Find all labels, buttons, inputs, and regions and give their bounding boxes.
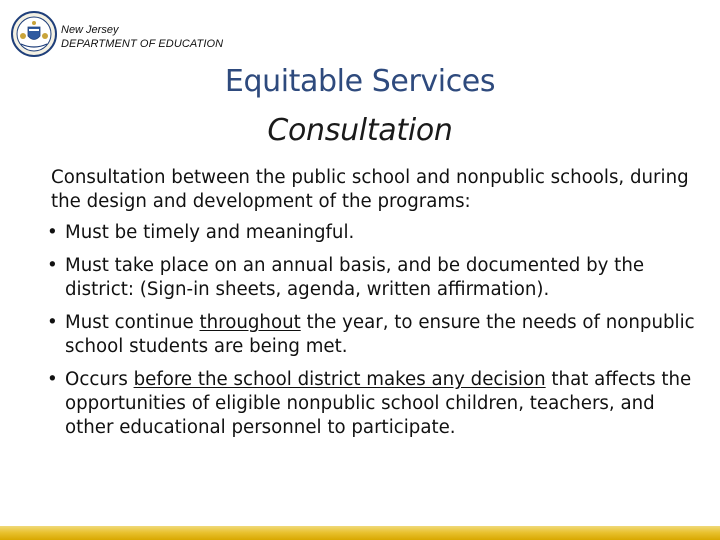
bullet-item <box>47 221 697 245</box>
bullet-glyph: • <box>47 312 58 333</box>
state-name: New Jersey <box>61 24 119 36</box>
nj-state-seal-icon <box>11 11 57 57</box>
bullet-text-post: the year, to ensure the needs of nonpublic school students are being met. <box>65 312 695 357</box>
slide-title <box>0 64 720 99</box>
bullet-item <box>47 254 697 302</box>
bullet-list <box>47 221 697 440</box>
bullet-glyph: • <box>47 222 58 243</box>
slide-body <box>47 166 697 449</box>
bullet-text-underlined: throughout <box>199 312 301 333</box>
bullet-text-pre: Occurs <box>65 369 134 390</box>
bullet-item <box>47 311 697 359</box>
department-name: DEPARTMENT OF EDUCATION <box>61 38 224 50</box>
bullet-glyph: • <box>47 255 58 276</box>
bullet-glyph: • <box>47 369 58 390</box>
intro-text: Consultation between the public school and nonpublic schools, during the design and development of the programs: <box>51 167 689 212</box>
bullet-text-pre: Must continue <box>65 312 200 333</box>
slide-title-text: Equitable Services <box>224 64 496 99</box>
slide-subtitle: Consultation <box>267 113 453 148</box>
bullet-text: Must be timely and meaningful. <box>65 222 355 243</box>
bullet-item <box>47 368 697 440</box>
footer-bar <box>0 526 720 540</box>
bullet-text-post: that affects the opportunities of eligible nonpublic school children, teachers, and other educational personnel to participate. <box>65 369 692 438</box>
bullet-text: Must take place on an annual basis, and be documented by the district: (Sign-in sheets, agenda, written affirmation). <box>65 255 645 300</box>
organization-name <box>61 24 223 51</box>
bullet-text-underlined: before the school district makes any decision <box>133 369 546 390</box>
